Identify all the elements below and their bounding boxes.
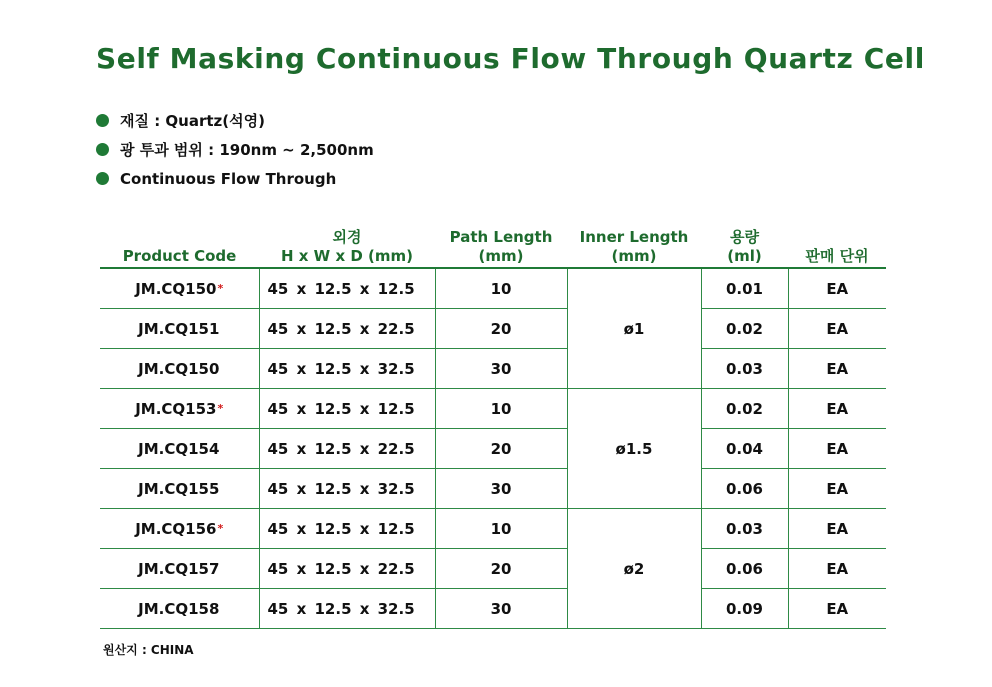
- inner-length-cell: ø2: [567, 509, 701, 629]
- product-code-cell: JM.CQ155: [100, 469, 259, 509]
- table-row: [100, 349, 886, 389]
- product-code-cell: JM.CQ157: [100, 549, 259, 589]
- path-length-cell: 10: [435, 389, 567, 429]
- sales-unit-cell: EA: [788, 589, 886, 629]
- table-row: [100, 429, 886, 469]
- feature-item: [96, 164, 374, 193]
- header-volume: 용량 (ml): [701, 223, 788, 268]
- dimensions-cell: 45 x 12.5 x 12.5: [259, 509, 435, 549]
- table-row: [100, 509, 886, 549]
- product-code-cell: JM.CQ154: [100, 429, 259, 469]
- sales-unit-cell: EA: [788, 389, 886, 429]
- bullet-icon: [96, 172, 109, 185]
- table-row: [100, 389, 886, 429]
- dimensions-cell: 45 x 12.5 x 22.5: [259, 429, 435, 469]
- product-code-cell: JM.CQ156*: [100, 509, 259, 549]
- sales-unit-cell: EA: [788, 349, 886, 389]
- sales-unit-cell: EA: [788, 549, 886, 589]
- path-length-cell: 10: [435, 509, 567, 549]
- product-spec-table: [100, 223, 886, 629]
- path-length-cell: 20: [435, 429, 567, 469]
- header-sales-unit: 판매 단위: [788, 223, 886, 268]
- dimensions-cell: 45 x 12.5 x 22.5: [259, 549, 435, 589]
- product-code-cell: JM.CQ150*: [100, 268, 259, 309]
- path-length-cell: 30: [435, 469, 567, 509]
- sales-unit-cell: EA: [788, 509, 886, 549]
- header-path-length: Path Length (mm): [435, 223, 567, 268]
- dimensions-cell: 45 x 12.5 x 12.5: [259, 268, 435, 309]
- table-row: [100, 589, 886, 629]
- bullet-icon: [96, 143, 109, 156]
- feature-item: [96, 106, 374, 135]
- bullet-icon: [96, 114, 109, 127]
- header-inner-length: Inner Length (mm): [567, 223, 701, 268]
- product-code-cell: JM.CQ150: [100, 349, 259, 389]
- volume-cell: 0.03: [701, 509, 788, 549]
- path-length-cell: 20: [435, 549, 567, 589]
- volume-cell: 0.01: [701, 268, 788, 309]
- dimensions-cell: 45 x 12.5 x 32.5: [259, 469, 435, 509]
- path-length-cell: 10: [435, 268, 567, 309]
- feature-list: [96, 106, 374, 193]
- product-code-cell: JM.CQ153*: [100, 389, 259, 429]
- dimensions-cell: 45 x 12.5 x 32.5: [259, 589, 435, 629]
- page-title: Self Masking Continuous Flow Through Quartz Cell: [96, 42, 925, 75]
- path-length-cell: 30: [435, 349, 567, 389]
- sales-unit-cell: EA: [788, 268, 886, 309]
- header-product-code: Product Code: [100, 223, 259, 268]
- feature-material: 재질 : Quartz(석영): [120, 112, 265, 130]
- table-row: [100, 268, 886, 309]
- star-mark: *: [217, 401, 224, 415]
- dimensions-cell: 45 x 12.5 x 22.5: [259, 309, 435, 349]
- dimensions-cell: 45 x 12.5 x 12.5: [259, 389, 435, 429]
- product-code-cell: JM.CQ151: [100, 309, 259, 349]
- table-row: [100, 549, 886, 589]
- volume-cell: 0.09: [701, 589, 788, 629]
- feature-item: [96, 135, 374, 164]
- volume-cell: 0.06: [701, 469, 788, 509]
- feature-flow-type: Continuous Flow Through: [120, 169, 337, 188]
- star-mark: *: [217, 521, 224, 535]
- table-row: [100, 309, 886, 349]
- table-row: [100, 469, 886, 509]
- header-outer-dimensions: 외경 H x W x D (mm): [259, 223, 435, 268]
- volume-cell: 0.04: [701, 429, 788, 469]
- path-length-cell: 20: [435, 309, 567, 349]
- volume-cell: 0.02: [701, 309, 788, 349]
- star-mark: *: [217, 281, 224, 295]
- feature-transmission-range: 광 투과 범위 : 190nm ~ 2,500nm: [120, 141, 374, 159]
- inner-length-cell: ø1: [567, 268, 701, 389]
- table-header-row: [100, 223, 886, 268]
- dimensions-cell: 45 x 12.5 x 32.5: [259, 349, 435, 389]
- volume-cell: 0.06: [701, 549, 788, 589]
- origin-note: 원산지 : CHINA: [103, 643, 194, 657]
- volume-cell: 0.03: [701, 349, 788, 389]
- inner-length-cell: ø1.5: [567, 389, 701, 509]
- sales-unit-cell: EA: [788, 429, 886, 469]
- path-length-cell: 30: [435, 589, 567, 629]
- sales-unit-cell: EA: [788, 309, 886, 349]
- product-code-cell: JM.CQ158: [100, 589, 259, 629]
- volume-cell: 0.02: [701, 389, 788, 429]
- sales-unit-cell: EA: [788, 469, 886, 509]
